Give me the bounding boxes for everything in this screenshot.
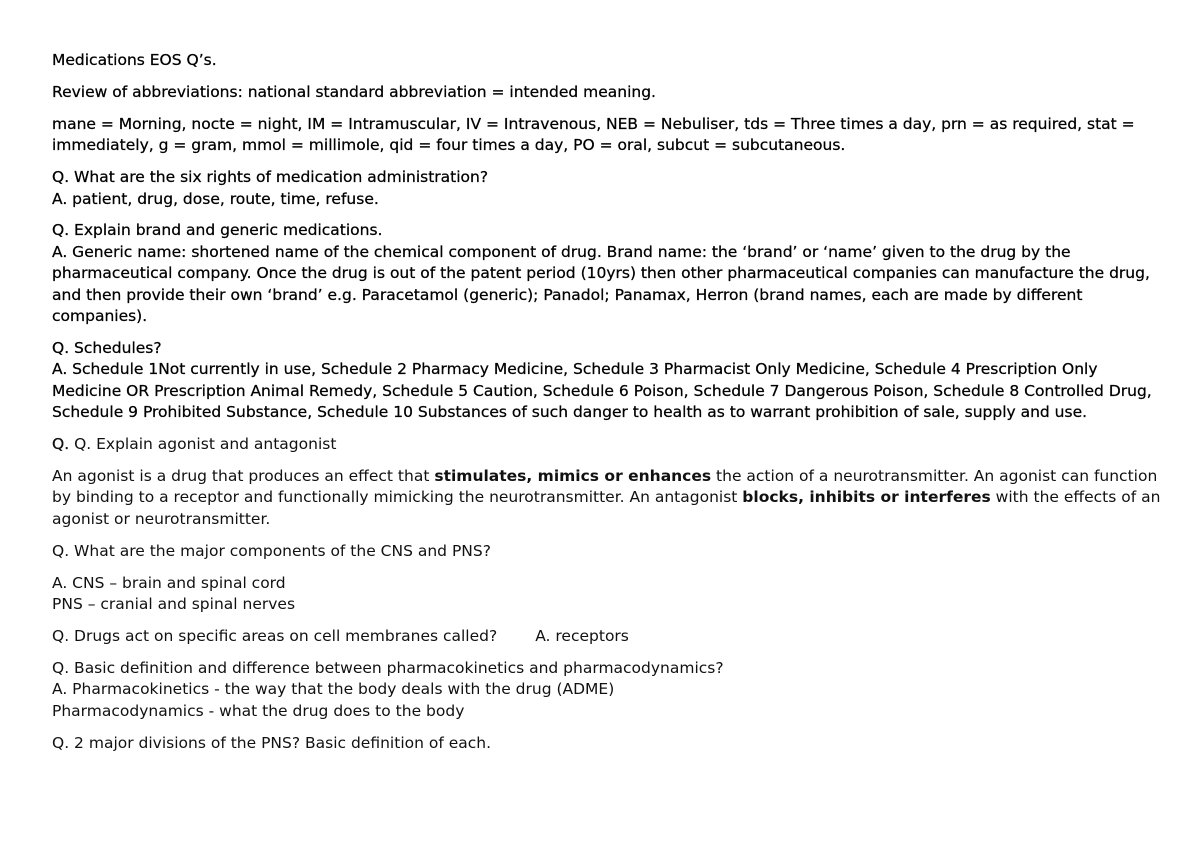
answer-line: A. CNS – brain and spinal cord: [52, 573, 286, 592]
qa-receptors: [52, 626, 1162, 647]
answer-text: the action of a neurotransmitter. An agonist can function by binding to a receptor and functionally mimicking the neurotransmitter. An antagonist: [52, 467, 1158, 507]
bold-phrase: blocks, inhibits or interferes: [742, 488, 991, 507]
abbreviation-list: mane = Morning, nocte = night, IM = Intramuscular, IV = Intravenous, NEB = Nebuliser, tds = Three times a day, prn = as required, stat = immediately, g = gram, mmol = millimole, qid = four times a day, PO = oral, subcut = subcutaneous.: [52, 114, 1135, 155]
question-text: Q. Schedules?: [52, 338, 162, 357]
bold-phrase: stimulates, mimics or enhances: [434, 467, 712, 485]
abbreviation-intro: Review of abbreviations: national standard abbreviation = intended meaning.: [52, 82, 656, 101]
question-agonist: [52, 434, 1162, 455]
answer-text: A. Schedule 1Not currently in use, Schedule 2 Pharmacy Medicine, Schedule 3 Pharmacist Only Medicine, Schedule 4 Prescription Only Medicine OR Prescription Animal Remedy, Schedule 5 Caution, Schedule 6 Poison, Schedule 7 Dangerous Poison, Schedule 8 Controlled Drug, Schedule 9 Prohibited Substance, Schedule 10 Substances of such danger to health as to warrant prohibition of sale, supply and use.: [52, 360, 1152, 422]
answer-text: An agonist is a drug that produces an effect that: [52, 467, 435, 485]
answer-text: A. patient, drug, dose, route, time, refuse.: [52, 189, 379, 208]
question-pns-divisions: Q. 2 major divisions of the PNS? Basic definition of each.: [52, 733, 492, 752]
answer-text: A. receptors: [535, 626, 629, 645]
question-text: Q. Basic definition and difference between pharmacokinetics and pharmacodynamics?: [52, 658, 724, 677]
qa-brand-generic: [52, 220, 1162, 327]
answer-agonist: [52, 466, 1162, 530]
question-text: Q. Drugs act on specific areas on cell membranes called?: [52, 626, 498, 645]
qa-six-rights: [52, 167, 1162, 210]
answer-text: A. Generic name: shortened name of the chemical component of drug. Brand name: the ‘brand’ or ‘name’ given to the drug by the pharmaceutical company. Once the drug is out of the patent period (10yrs) then other pharmaceutical companies can manufacture the drug, and then provide their own ‘brand’ e.g. Paracetamol (generic); Panadol; Panamax, Herron (brand names, each are made by different companies).: [52, 242, 1150, 326]
answer-text: with the effects of an agonist or neurotransmitter.: [52, 488, 1161, 528]
qa-schedules: [52, 338, 1162, 424]
document-title: Medications EOS Q’s.: [52, 51, 217, 69]
answer-line: PNS – cranial and spinal nerves: [52, 595, 296, 614]
question-text: Q. Explain brand and generic medications.: [52, 221, 383, 240]
qa-pharmacokinetics: [52, 658, 1162, 722]
question-text: Q. Explain agonist and antagonist: [69, 435, 337, 454]
answer-cns-pns: [52, 573, 1162, 616]
document-page: [52, 50, 1162, 764]
question-cns-pns: Q. What are the major components of the CNS and PNS?: [52, 541, 491, 560]
question-text: Q. What are the six rights of medication administration?: [52, 168, 489, 187]
answer-line: Pharmacodynamics - what the drug does to the body: [52, 701, 465, 720]
question-prefix: Q.: [52, 435, 70, 454]
answer-line: A. Pharmacokinetics - the way that the body deals with the drug (ADME): [52, 680, 615, 699]
